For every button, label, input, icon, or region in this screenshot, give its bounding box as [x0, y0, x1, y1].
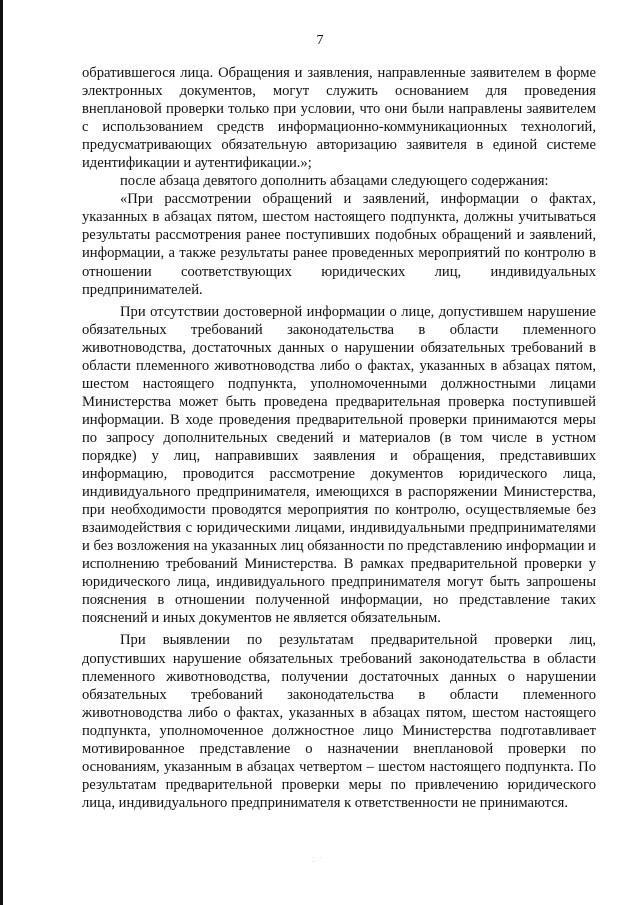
page-number: 7: [316, 33, 324, 48]
paragraph-amendment-instruction: после абзаца девятого дополнить абзацами следующего содержания:: [120, 173, 549, 190]
paragraph-quoted-consideration: «При рассмотрении обращений и заявлений, информации о фактах, указанных в абзацах пятом, шестом настоящего подпункта, должны учитываться результаты рассмотрения ранее поступивших подобных обращений и заявлений, информации, а также результаты ранее проведенных мероприятий по контролю в отношении соответствующих юридических лиц, индивидуальных предпринимателей.: [82, 191, 596, 298]
document-body: [82, 64, 596, 812]
scan-specks: · · ·: [312, 855, 324, 866]
paragraph-continuation: обратившегося лица. Обращения и заявления, направленные заявителем в форме электронных документов, могут служить основанием для проведения внеплановой проверки только при условии, что они были направлены заявителем с использованием средств информационно-коммуникационных технологий, предусматривающих обязательную авторизацию заявителя в единой системе идентификации и аутентификации.»;: [82, 65, 596, 172]
paragraph-check-results: При выявлении по результатам предварительной проверки лиц, допустивших нарушение обязательных требований законодательства в области племенного животноводства, получении достаточных данных о нарушении обязательных требований законодательства в области племенного животноводства либо о фактах, указанных в абзацах пятом, шестом настоящего подпункта, уполномоченное должностное лицо Министерства подготавливает мотивированное представление о назначении внеплановой проверки по основаниям, указанным в абзацах четвертом – шестом настоящего подпункта. По результатам предварительной проверки меры по привлечению юридического лица, индивидуального предпринимателя к ответственности не принимаются.: [82, 632, 596, 811]
scan-edge-shadow: [0, 0, 3, 905]
paragraph-preliminary-check: При отсутствии достоверной информации о лице, допустившем нарушение обязательных требований законодательства в области племенного животноводства, достаточных данных о нарушении обязательных требований в области племенного животноводства либо о фактах, указанных в абзацах пятом, шестом настоящего подпункта, уполномоченными должностными лицами Министерства может быть проведена предварительная проверка поступившей информации. В ходе проведения предварительной проверки принимаются меры по запросу дополнительных сведений и материалов (в том числе в устном порядке) у лиц, направивших заявления и обращения, представивших информацию, проводится рассмотрение документов юридического лица, индивидуального предпринимателя, имеющихся в распоряжении Министерства, при необходимости проводятся мероприятия по контролю, осуществляемые без взаимодействия с юридическими лицами, индивидуальными предпринимателями и без возложения на указанных лиц обязанности по представлению информации и исполнению требований Министерства. В рамках предварительной проверки у юридического лица, индивидуального предпринимателя могут быть запрошены пояснения в отношении полученной информации, но представление таких пояснений и иных документов не является обязательным.: [82, 303, 596, 627]
